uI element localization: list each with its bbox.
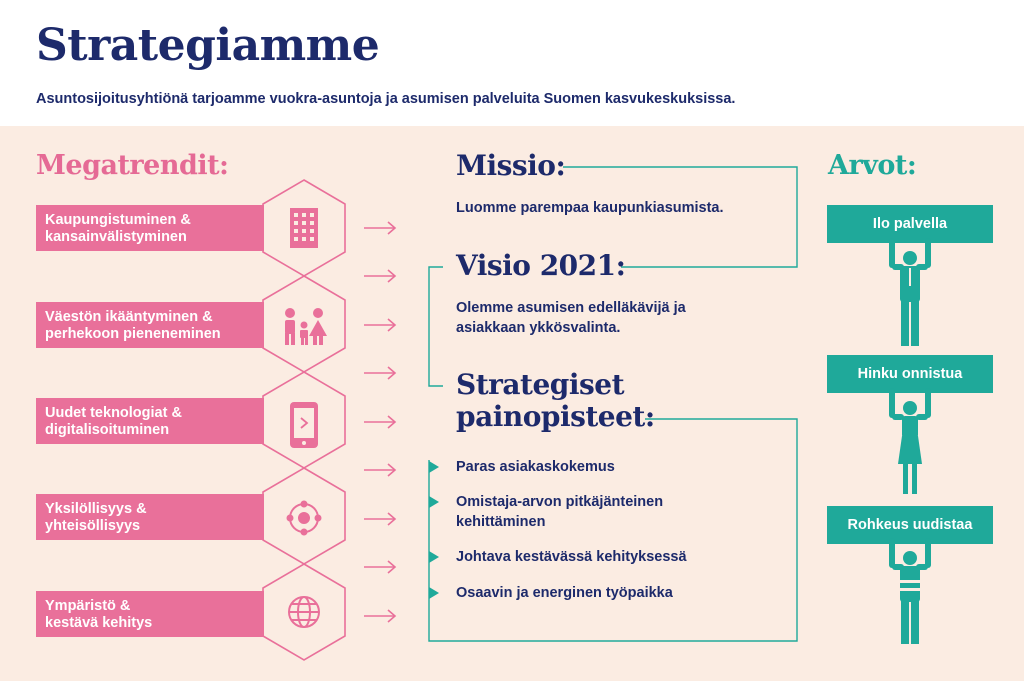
vision-text <box>456 298 686 338</box>
megatrend-line1: Ympäristö & <box>45 598 131 614</box>
megatrend-line2: kansainvälistyminen <box>45 229 187 245</box>
person-icon <box>880 538 940 650</box>
megatrend-environment <box>36 591 264 637</box>
person-icon <box>880 238 940 350</box>
megatrend-urbanization <box>36 205 264 251</box>
vision-heading: Visio 2021: <box>456 249 626 282</box>
megatrend-line2: kestävä kehitys <box>45 615 153 631</box>
value-sign-rohkeus: Rohkeus uudistaa <box>827 506 993 544</box>
value-sign-ilo: Ilo palvella <box>827 205 993 243</box>
bullet-triangle-icon <box>429 496 439 508</box>
megatrend-technology <box>36 398 264 444</box>
arrow-right-icon <box>362 608 398 624</box>
arrow-right-icon <box>362 268 398 284</box>
strategic-heading-line2: painopisteet: <box>456 400 655 433</box>
megatrend-aging <box>36 302 264 348</box>
bullet-triangle-icon <box>429 587 439 599</box>
megatrend-line2: yhteisöllisyys <box>45 518 141 534</box>
arrow-right-icon <box>362 220 398 236</box>
vision-line2: asiakkaan ykkösvalinta. <box>456 320 621 336</box>
page-title: Strategiamme <box>36 20 380 71</box>
bullet-triangle-icon <box>429 551 439 563</box>
arrow-right-icon <box>362 414 398 430</box>
megatrend-line1: Yksilöllisyys & <box>45 501 147 517</box>
strategic-item: Paras asiakaskokemus <box>456 459 615 475</box>
strategic-item <box>456 492 663 532</box>
strategic-item: Osaavin ja energinen työpaikka <box>456 585 673 601</box>
strategic-item-line2: kehittäminen <box>456 514 546 530</box>
megatrend-line1: Uudet teknologiat & <box>45 405 182 421</box>
vision-line1: Olemme asumisen edelläkävijä ja <box>456 300 686 316</box>
value-sign-hinku: Hinku onnistua <box>827 355 993 393</box>
strategic-heading-line1: Strategiset <box>456 368 625 401</box>
bullet-triangle-icon <box>429 461 439 473</box>
arrow-right-icon <box>362 462 398 478</box>
arrow-right-icon <box>362 317 398 333</box>
person-icon <box>880 388 940 500</box>
megatrend-line2: digitalisoituminen <box>45 422 170 438</box>
megatrend-line1: Väestön ikääntyminen & <box>45 309 213 325</box>
megatrends-heading: Megatrendit: <box>36 150 229 181</box>
arrow-right-icon <box>362 511 398 527</box>
megatrend-line1: Kaupungistuminen & <box>45 212 191 228</box>
arrow-right-icon <box>362 559 398 575</box>
mission-heading: Missio: <box>456 149 566 182</box>
strategic-item: Johtava kestävässä kehityksessä <box>456 549 687 565</box>
strategic-heading <box>456 369 655 433</box>
page-subtitle: Asuntosijoitusyhtiönä tarjoamme vuokra-asuntoja ja asumisen palveluita Suomen kasvukeskuksissa. <box>36 91 736 107</box>
strategic-item-line1: Omistaja-arvon pitkäjänteinen <box>456 494 664 510</box>
mission-text: Luomme parempaa kaupunkiasumista. <box>456 200 724 216</box>
arrow-right-icon <box>362 365 398 381</box>
megatrend-line2: perhekoon pieneneminen <box>45 326 221 342</box>
values-heading: Arvot: <box>828 150 917 181</box>
megatrend-individuality <box>36 494 264 540</box>
